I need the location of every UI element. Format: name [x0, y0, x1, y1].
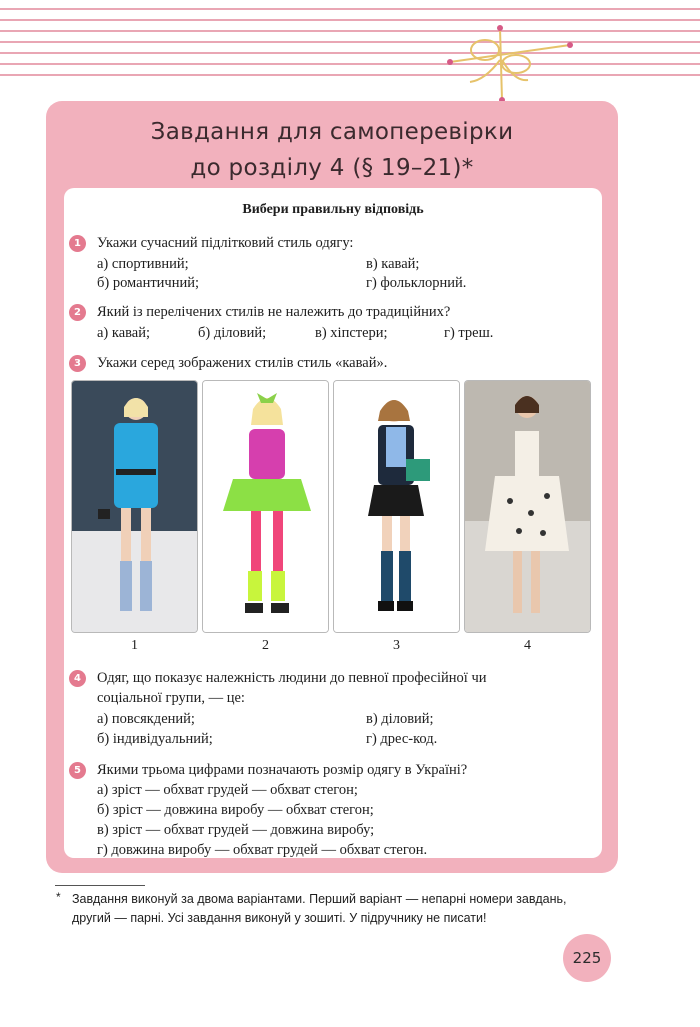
style-photo-2	[202, 380, 329, 633]
question-5-text: Якими трьома цифрами позначають розмір одягу в Україні?	[97, 762, 468, 778]
question-2-text: Який із перелічених стилів не належить до традиційних?	[97, 304, 451, 320]
photo-caption-1: 1	[131, 638, 138, 653]
question-4-text-line-1: Одяг, що показує належність людини до певної професійної чи	[97, 670, 487, 686]
photo-caption-4: 4	[524, 638, 531, 653]
question-number-3: 3	[69, 355, 86, 372]
q1-option-d: г) фольклорний.	[366, 275, 467, 291]
question-number-1: 1	[69, 235, 86, 252]
q5-option-b: б) зріст — довжина виробу — обхват стегон;	[97, 802, 374, 818]
photo-caption-2: 2	[262, 638, 269, 653]
footnote-divider	[55, 885, 145, 886]
question-number-5: 5	[69, 762, 86, 779]
q4-option-a: а) повсякдений;	[97, 711, 195, 727]
ribbon-bow-icon	[440, 20, 580, 105]
q5-option-d: г) довжина виробу — обхват грудей — обхват стегон.	[97, 842, 428, 858]
footnote-mark: *	[56, 890, 61, 904]
q5-option-c: в) зріст — обхват грудей — довжина виробу;	[97, 822, 375, 838]
q2-option-b: б) діловий;	[198, 325, 267, 341]
question-1-text: Укажи сучасний підлітковий стиль одягу:	[97, 235, 354, 251]
question-number-4: 4	[69, 670, 86, 687]
question-3-text: Укажи серед зображених стилів стиль «кавай».	[97, 355, 388, 371]
footnote	[72, 890, 632, 928]
style-photo-1	[71, 380, 198, 633]
header-stripes	[0, 0, 700, 80]
page-title	[46, 114, 618, 186]
page-number: 225	[563, 934, 611, 982]
q2-option-c: в) хіпстери;	[315, 325, 388, 341]
footnote-line-1: Завдання виконуй за двома варіантами. Перший варіант — непарні номери завдань,	[72, 892, 567, 906]
q4-option-c: в) діловий;	[366, 711, 434, 727]
style-photo-4	[464, 380, 591, 633]
q4-option-d: г) дрес-код.	[366, 731, 438, 747]
question-number-2: 2	[69, 304, 86, 321]
question-4-text-line-2: соціальної групи, — це:	[97, 690, 245, 706]
q2-option-a: а) кавай;	[97, 325, 151, 341]
photo-caption-3: 3	[393, 638, 400, 653]
footnote-line-2: другий — парні. Усі завдання виконуй у зошиті. У підручнику не писати!	[72, 911, 487, 925]
q4-option-b: б) індивідуальний;	[97, 731, 213, 747]
q1-option-a: а) спортивний;	[97, 256, 189, 272]
title-line-1: Завдання для самоперевірки	[150, 119, 514, 145]
q2-option-d: г) треш.	[444, 325, 494, 341]
q1-option-c: в) кавай;	[366, 256, 420, 272]
q5-option-a: а) зріст — обхват грудей — обхват стегон;	[97, 782, 358, 798]
title-line-2: до розділу 4 (§ 19–21)*	[190, 155, 474, 181]
style-photo-3	[333, 380, 460, 633]
instruction: Вибери правильну відповідь	[242, 202, 424, 217]
q1-option-b: б) романтичний;	[97, 275, 200, 291]
